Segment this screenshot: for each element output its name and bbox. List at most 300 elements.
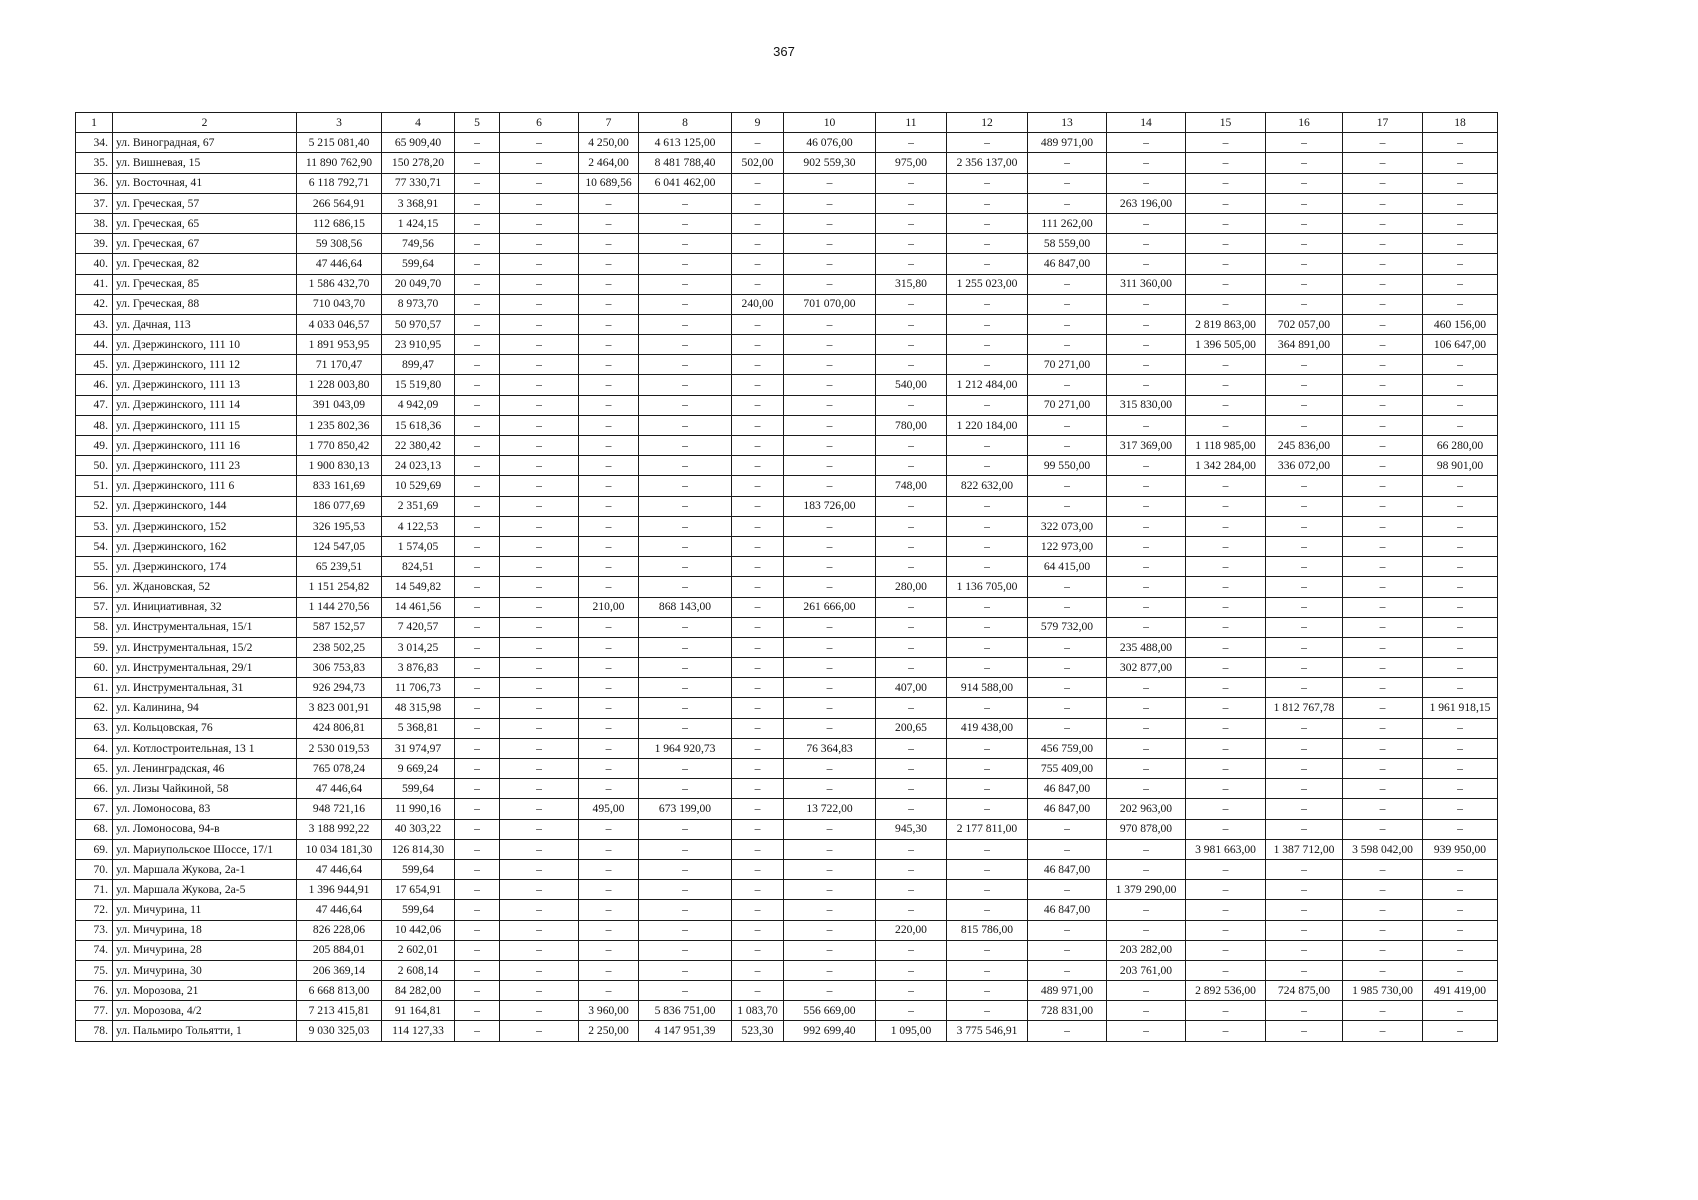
value-cell: –: [1107, 133, 1186, 153]
value-cell: 10 689,56: [579, 173, 639, 193]
address-cell: ул. Инструментальная, 29/1: [113, 658, 297, 678]
value-cell: –: [1266, 254, 1343, 274]
value-cell: 599,64: [382, 859, 455, 879]
value-cell: 6 041 462,00: [639, 173, 732, 193]
value-cell: –: [1107, 314, 1186, 334]
value-cell: 1 770 850,42: [297, 436, 382, 456]
value-cell: –: [1343, 476, 1423, 496]
value-cell: –: [639, 658, 732, 678]
value-cell: –: [732, 173, 784, 193]
value-cell: –: [947, 254, 1028, 274]
value-cell: –: [784, 577, 876, 597]
value-cell: –: [1107, 516, 1186, 536]
value-cell: –: [947, 960, 1028, 980]
value-cell: –: [1266, 516, 1343, 536]
value-cell: –: [732, 314, 784, 334]
value-cell: –: [1266, 658, 1343, 678]
value-cell: –: [1028, 880, 1107, 900]
value-cell: –: [1186, 355, 1266, 375]
value-cell: 315 830,00: [1107, 395, 1186, 415]
value-cell: –: [947, 698, 1028, 718]
value-cell: –: [455, 314, 500, 334]
value-cell: 673 199,00: [639, 799, 732, 819]
value-cell: –: [1186, 274, 1266, 294]
value-cell: –: [455, 698, 500, 718]
value-cell: –: [1423, 516, 1498, 536]
value-cell: –: [1107, 173, 1186, 193]
value-cell: –: [1107, 496, 1186, 516]
value-cell: –: [732, 839, 784, 859]
value-cell: 20 049,70: [382, 274, 455, 294]
table-row: [76, 779, 1498, 799]
value-cell: –: [1028, 839, 1107, 859]
value-cell: –: [784, 415, 876, 435]
value-cell: 124 547,05: [297, 536, 382, 556]
value-cell: –: [1107, 839, 1186, 859]
value-cell: –: [1186, 718, 1266, 738]
value-cell: –: [947, 799, 1028, 819]
value-cell: 126 814,30: [382, 839, 455, 859]
table-row: [76, 496, 1498, 516]
row-number-cell: 55.: [76, 557, 113, 577]
value-cell: –: [579, 658, 639, 678]
value-cell: –: [455, 799, 500, 819]
value-cell: –: [1343, 234, 1423, 254]
value-cell: –: [1028, 294, 1107, 314]
value-cell: –: [639, 436, 732, 456]
value-cell: –: [455, 355, 500, 375]
value-cell: –: [1343, 940, 1423, 960]
value-cell: –: [1423, 536, 1498, 556]
value-cell: –: [1343, 436, 1423, 456]
row-number-cell: 40.: [76, 254, 113, 274]
address-cell: ул. Морозова, 4/2: [113, 1001, 297, 1021]
value-cell: –: [500, 658, 579, 678]
value-cell: –: [1186, 153, 1266, 173]
value-cell: –: [455, 577, 500, 597]
value-cell: 235 488,00: [1107, 637, 1186, 657]
value-cell: 10 529,69: [382, 476, 455, 496]
value-cell: –: [1423, 617, 1498, 637]
address-cell: ул. Дзержинского, 111 15: [113, 415, 297, 435]
value-cell: –: [1107, 536, 1186, 556]
value-cell: –: [500, 940, 579, 960]
value-cell: 970 878,00: [1107, 819, 1186, 839]
value-cell: –: [1343, 819, 1423, 839]
value-cell: –: [579, 698, 639, 718]
value-cell: –: [876, 617, 947, 637]
value-cell: –: [579, 355, 639, 375]
address-cell: ул. Дзержинского, 162: [113, 536, 297, 556]
address-cell: ул. Ленинградская, 46: [113, 759, 297, 779]
value-cell: 47 446,64: [297, 254, 382, 274]
value-cell: –: [579, 456, 639, 476]
value-cell: 47 446,64: [297, 779, 382, 799]
value-cell: –: [579, 859, 639, 879]
value-cell: –: [500, 718, 579, 738]
row-number-cell: 46.: [76, 375, 113, 395]
value-cell: –: [1423, 738, 1498, 758]
value-cell: –: [1423, 496, 1498, 516]
value-cell: 311 360,00: [1107, 274, 1186, 294]
value-cell: 1 083,70: [732, 1001, 784, 1021]
address-cell: ул. Мариупольское Шоссе, 17/1: [113, 839, 297, 859]
value-cell: 1 891 953,95: [297, 335, 382, 355]
value-cell: 203 282,00: [1107, 940, 1186, 960]
value-cell: –: [455, 738, 500, 758]
column-header: 8: [639, 113, 732, 133]
address-cell: ул. Дзержинского, 111 6: [113, 476, 297, 496]
table-row: [76, 920, 1498, 940]
value-cell: –: [876, 597, 947, 617]
row-number-cell: 77.: [76, 1001, 113, 1021]
value-cell: –: [500, 880, 579, 900]
value-cell: –: [1343, 496, 1423, 516]
address-cell: ул. Дзержинского, 174: [113, 557, 297, 577]
value-cell: 112 686,15: [297, 213, 382, 233]
value-cell: –: [1266, 536, 1343, 556]
value-cell: –: [579, 940, 639, 960]
value-cell: –: [732, 940, 784, 960]
value-cell: –: [1343, 294, 1423, 314]
value-cell: –: [1107, 234, 1186, 254]
value-cell: 899,47: [382, 355, 455, 375]
value-cell: –: [1266, 597, 1343, 617]
value-cell: –: [1266, 759, 1343, 779]
value-cell: 238 502,25: [297, 637, 382, 657]
value-cell: –: [500, 395, 579, 415]
value-cell: 4 147 951,39: [639, 1021, 732, 1041]
value-cell: –: [500, 213, 579, 233]
value-cell: –: [947, 940, 1028, 960]
value-cell: –: [1343, 960, 1423, 980]
value-cell: –: [732, 658, 784, 678]
value-cell: –: [1423, 637, 1498, 657]
value-cell: –: [455, 940, 500, 960]
value-cell: 765 078,24: [297, 759, 382, 779]
address-cell: ул. Ждановская, 52: [113, 577, 297, 597]
value-cell: –: [579, 274, 639, 294]
value-cell: –: [1107, 1001, 1186, 1021]
value-cell: –: [876, 981, 947, 1001]
value-cell: –: [1028, 819, 1107, 839]
value-cell: 3 188 992,22: [297, 819, 382, 839]
value-cell: –: [947, 355, 1028, 375]
value-cell: –: [1423, 395, 1498, 415]
value-cell: –: [1343, 880, 1423, 900]
value-cell: –: [1028, 193, 1107, 213]
value-cell: 70 271,00: [1028, 355, 1107, 375]
value-cell: –: [1266, 1001, 1343, 1021]
value-cell: 50 970,57: [382, 314, 455, 334]
row-number-cell: 72.: [76, 900, 113, 920]
value-cell: –: [1343, 900, 1423, 920]
value-cell: –: [455, 173, 500, 193]
value-cell: –: [876, 213, 947, 233]
value-cell: –: [876, 557, 947, 577]
value-cell: –: [1107, 779, 1186, 799]
value-cell: –: [455, 637, 500, 657]
value-cell: –: [1107, 900, 1186, 920]
row-number-cell: 64.: [76, 738, 113, 758]
table-row: [76, 314, 1498, 334]
value-cell: 220,00: [876, 920, 947, 940]
value-cell: 822 632,00: [947, 476, 1028, 496]
table-row: [76, 415, 1498, 435]
table-row: [76, 536, 1498, 556]
value-cell: –: [500, 1021, 579, 1041]
column-header: 17: [1343, 113, 1423, 133]
value-cell: –: [876, 133, 947, 153]
value-cell: –: [1343, 779, 1423, 799]
row-number-cell: 38.: [76, 213, 113, 233]
value-cell: 15 519,80: [382, 375, 455, 395]
address-cell: ул. Дачная, 113: [113, 314, 297, 334]
table-row: [76, 880, 1498, 900]
value-cell: –: [455, 981, 500, 1001]
value-cell: –: [1186, 759, 1266, 779]
address-cell: ул. Мичурина, 28: [113, 940, 297, 960]
table-row: [76, 678, 1498, 698]
table-row: [76, 577, 1498, 597]
value-cell: 210,00: [579, 597, 639, 617]
value-cell: –: [639, 314, 732, 334]
value-cell: 2 177 811,00: [947, 819, 1028, 839]
value-cell: 9 669,24: [382, 759, 455, 779]
value-cell: –: [1423, 254, 1498, 274]
value-cell: –: [732, 254, 784, 274]
value-cell: 46 847,00: [1028, 799, 1107, 819]
value-cell: 3 960,00: [579, 1001, 639, 1021]
value-cell: –: [876, 254, 947, 274]
value-cell: 202 963,00: [1107, 799, 1186, 819]
value-cell: –: [579, 617, 639, 637]
value-cell: 391 043,09: [297, 395, 382, 415]
value-cell: 8 481 788,40: [639, 153, 732, 173]
value-cell: –: [639, 415, 732, 435]
value-cell: –: [876, 880, 947, 900]
value-cell: 1 379 290,00: [1107, 880, 1186, 900]
value-cell: –: [1186, 516, 1266, 536]
value-cell: 64 415,00: [1028, 557, 1107, 577]
value-cell: –: [1186, 738, 1266, 758]
table-header: [76, 113, 1498, 133]
value-cell: –: [1423, 658, 1498, 678]
value-cell: –: [455, 759, 500, 779]
value-cell: –: [1028, 1021, 1107, 1041]
value-cell: –: [947, 597, 1028, 617]
value-cell: –: [1423, 920, 1498, 940]
table-row: [76, 960, 1498, 980]
table-row: [76, 516, 1498, 536]
column-header: 3: [297, 113, 382, 133]
value-cell: –: [1186, 577, 1266, 597]
value-cell: –: [1343, 274, 1423, 294]
value-cell: 1 812 767,78: [1266, 698, 1343, 718]
value-cell: 14 461,56: [382, 597, 455, 617]
value-cell: –: [1343, 617, 1423, 637]
value-cell: –: [455, 456, 500, 476]
value-cell: –: [1343, 254, 1423, 274]
value-cell: –: [876, 355, 947, 375]
table-row: [76, 1021, 1498, 1041]
value-cell: 1 095,00: [876, 1021, 947, 1041]
value-cell: –: [732, 637, 784, 657]
value-cell: –: [784, 678, 876, 698]
value-cell: –: [1423, 678, 1498, 698]
value-cell: –: [1107, 294, 1186, 314]
value-cell: –: [947, 213, 1028, 233]
value-cell: –: [732, 133, 784, 153]
value-cell: –: [455, 859, 500, 879]
value-cell: –: [455, 213, 500, 233]
value-cell: –: [1186, 940, 1266, 960]
value-cell: –: [1186, 193, 1266, 213]
value-cell: 489 971,00: [1028, 981, 1107, 1001]
value-cell: –: [500, 1001, 579, 1021]
value-cell: –: [455, 880, 500, 900]
value-cell: –: [876, 738, 947, 758]
value-cell: –: [732, 617, 784, 637]
value-cell: –: [784, 759, 876, 779]
value-cell: –: [947, 335, 1028, 355]
value-cell: 336 072,00: [1266, 456, 1343, 476]
value-cell: –: [579, 314, 639, 334]
value-cell: –: [500, 254, 579, 274]
value-cell: 419 438,00: [947, 718, 1028, 738]
value-cell: 240,00: [732, 294, 784, 314]
value-cell: –: [1186, 496, 1266, 516]
value-cell: –: [1343, 920, 1423, 940]
value-cell: –: [455, 839, 500, 859]
value-cell: –: [500, 153, 579, 173]
value-cell: –: [784, 960, 876, 980]
value-cell: 46 847,00: [1028, 254, 1107, 274]
value-cell: –: [784, 819, 876, 839]
value-cell: 556 669,00: [784, 1001, 876, 1021]
column-header: 7: [579, 113, 639, 133]
value-cell: –: [1186, 254, 1266, 274]
value-cell: –: [579, 880, 639, 900]
value-cell: –: [732, 960, 784, 980]
value-cell: –: [1423, 557, 1498, 577]
value-cell: 540,00: [876, 375, 947, 395]
value-cell: 10 034 181,30: [297, 839, 382, 859]
value-cell: –: [784, 355, 876, 375]
value-cell: –: [1343, 193, 1423, 213]
value-cell: 407,00: [876, 678, 947, 698]
value-cell: –: [784, 335, 876, 355]
value-cell: –: [1186, 819, 1266, 839]
value-cell: –: [784, 718, 876, 738]
value-cell: 1 144 270,56: [297, 597, 382, 617]
value-cell: 326 195,53: [297, 516, 382, 536]
value-cell: 7 420,57: [382, 617, 455, 637]
value-cell: –: [455, 557, 500, 577]
table-row: [76, 1001, 1498, 1021]
value-cell: 263 196,00: [1107, 193, 1186, 213]
value-cell: –: [784, 839, 876, 859]
value-cell: 261 666,00: [784, 597, 876, 617]
value-cell: –: [639, 274, 732, 294]
value-cell: –: [947, 617, 1028, 637]
value-cell: –: [1028, 718, 1107, 738]
address-cell: ул. Греческая, 82: [113, 254, 297, 274]
value-cell: –: [500, 193, 579, 213]
value-cell: –: [1107, 859, 1186, 879]
table-row: [76, 859, 1498, 879]
value-cell: –: [1107, 678, 1186, 698]
address-cell: ул. Мичурина, 11: [113, 900, 297, 920]
value-cell: –: [579, 759, 639, 779]
value-cell: –: [639, 839, 732, 859]
value-cell: 6 668 813,00: [297, 981, 382, 1001]
value-cell: 4 033 046,57: [297, 314, 382, 334]
value-cell: –: [1186, 395, 1266, 415]
value-cell: –: [455, 436, 500, 456]
value-cell: –: [1423, 880, 1498, 900]
value-cell: –: [1028, 415, 1107, 435]
value-cell: –: [579, 516, 639, 536]
table-row: [76, 658, 1498, 678]
value-cell: –: [1186, 779, 1266, 799]
value-cell: 724 875,00: [1266, 981, 1343, 1001]
value-cell: –: [876, 637, 947, 657]
column-header: 2: [113, 113, 297, 133]
value-cell: –: [1028, 274, 1107, 294]
value-cell: 14 549,82: [382, 577, 455, 597]
value-cell: 65 909,40: [382, 133, 455, 153]
value-cell: –: [579, 738, 639, 758]
address-cell: ул. Дзержинского, 111 23: [113, 456, 297, 476]
value-cell: –: [500, 476, 579, 496]
value-cell: –: [1107, 718, 1186, 738]
address-cell: ул. Греческая, 57: [113, 193, 297, 213]
value-cell: –: [639, 859, 732, 879]
value-cell: –: [639, 476, 732, 496]
value-cell: –: [455, 274, 500, 294]
value-cell: 1 136 705,00: [947, 577, 1028, 597]
value-cell: –: [500, 173, 579, 193]
value-cell: 3 775 546,91: [947, 1021, 1028, 1041]
value-cell: –: [1423, 759, 1498, 779]
value-cell: –: [1423, 133, 1498, 153]
value-cell: –: [639, 294, 732, 314]
value-cell: –: [947, 738, 1028, 758]
value-cell: 1 228 003,80: [297, 375, 382, 395]
value-cell: –: [1266, 213, 1343, 233]
table-row: [76, 335, 1498, 355]
value-cell: 322 073,00: [1028, 516, 1107, 536]
value-cell: 31 974,97: [382, 738, 455, 758]
table-row: [76, 274, 1498, 294]
value-cell: –: [876, 234, 947, 254]
value-cell: –: [455, 779, 500, 799]
value-cell: –: [1107, 213, 1186, 233]
value-cell: 76 364,83: [784, 738, 876, 758]
value-cell: –: [732, 335, 784, 355]
table-row: [76, 133, 1498, 153]
column-header: 9: [732, 113, 784, 133]
value-cell: –: [1028, 153, 1107, 173]
value-cell: –: [579, 839, 639, 859]
value-cell: –: [500, 375, 579, 395]
value-cell: –: [732, 516, 784, 536]
value-cell: 755 409,00: [1028, 759, 1107, 779]
value-cell: 3 014,25: [382, 637, 455, 657]
value-cell: –: [732, 456, 784, 476]
value-cell: –: [732, 759, 784, 779]
